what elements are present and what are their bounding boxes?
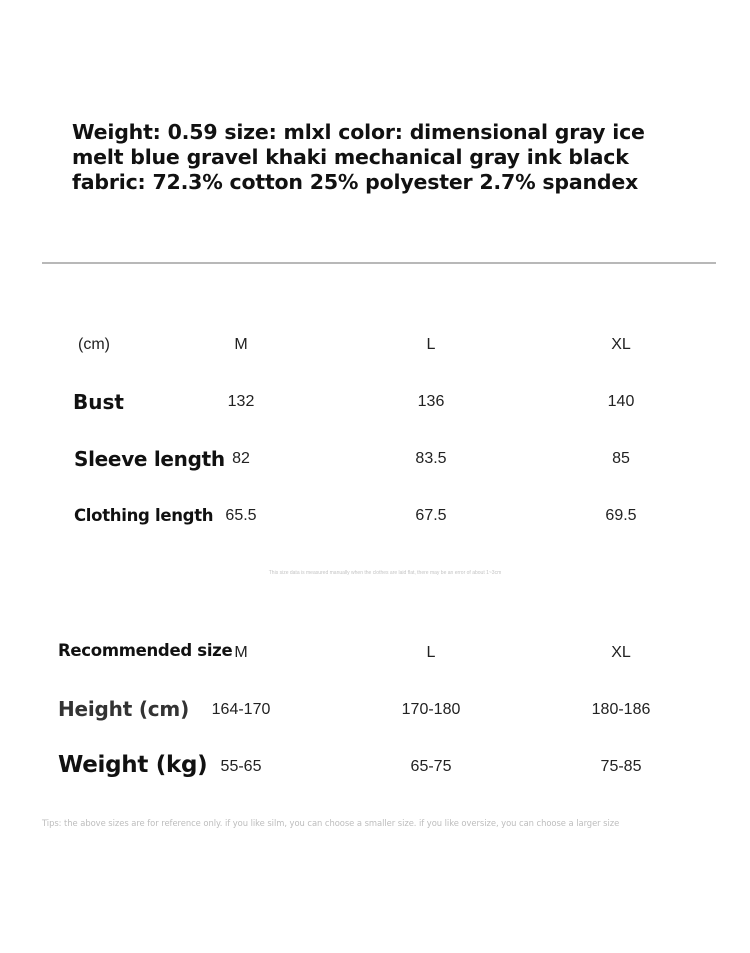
sleeve-xl: 85 xyxy=(612,450,630,467)
bust-l: 136 xyxy=(417,393,445,410)
clothing-xl: 69.5 xyxy=(605,507,637,524)
row-label-clothing-length: Clothing length xyxy=(74,506,214,525)
sleeve-m: 82 xyxy=(232,450,250,467)
size-tips: Tips: the above sizes are for reference only. if you like silm, you can choose a smaller size. if you like oversize, you can choose a larger size xyxy=(42,818,620,828)
size-header-l: L xyxy=(426,336,436,353)
size-header-m: M xyxy=(234,336,248,353)
rec-size-header-l: L xyxy=(426,644,436,661)
bust-xl: 140 xyxy=(607,393,635,410)
row-label-height: Height (cm) xyxy=(58,697,190,721)
clothing-m: 65.5 xyxy=(225,507,257,524)
bust-m: 132 xyxy=(227,393,255,410)
weight-xl: 75-85 xyxy=(600,758,642,775)
unit-label: (cm) xyxy=(78,336,110,353)
height-m: 164-170 xyxy=(211,701,271,718)
measurement-note: This size data is measured manually when the clothes are laid flat, there may be an error of about 1~3cm xyxy=(268,570,502,576)
rec-size-header-m: M xyxy=(234,644,248,661)
row-label-sleeve-length: Sleeve length xyxy=(74,447,225,471)
size-header-xl: XL xyxy=(611,336,631,353)
row-label-weight: Weight (kg) xyxy=(58,752,208,778)
rec-size-header-xl: XL xyxy=(611,644,631,661)
weight-m: 55-65 xyxy=(220,758,262,775)
height-l: 170-180 xyxy=(401,701,461,718)
weight-l: 65-75 xyxy=(410,758,452,775)
clothing-l: 67.5 xyxy=(415,507,447,524)
sleeve-l: 83.5 xyxy=(415,450,447,467)
height-xl: 180-186 xyxy=(591,701,651,718)
recommended-size-label: Recommended size xyxy=(58,641,233,660)
product-description: Weight: 0.59 size: mlxl color: dimensional gray ice melt blue gravel khaki mechanical gray ink black fabric: 72.3% cotton 25% polyester 2.7% spandex xyxy=(72,120,645,194)
row-label-bust: Bust xyxy=(73,390,124,414)
section-divider xyxy=(42,262,716,264)
